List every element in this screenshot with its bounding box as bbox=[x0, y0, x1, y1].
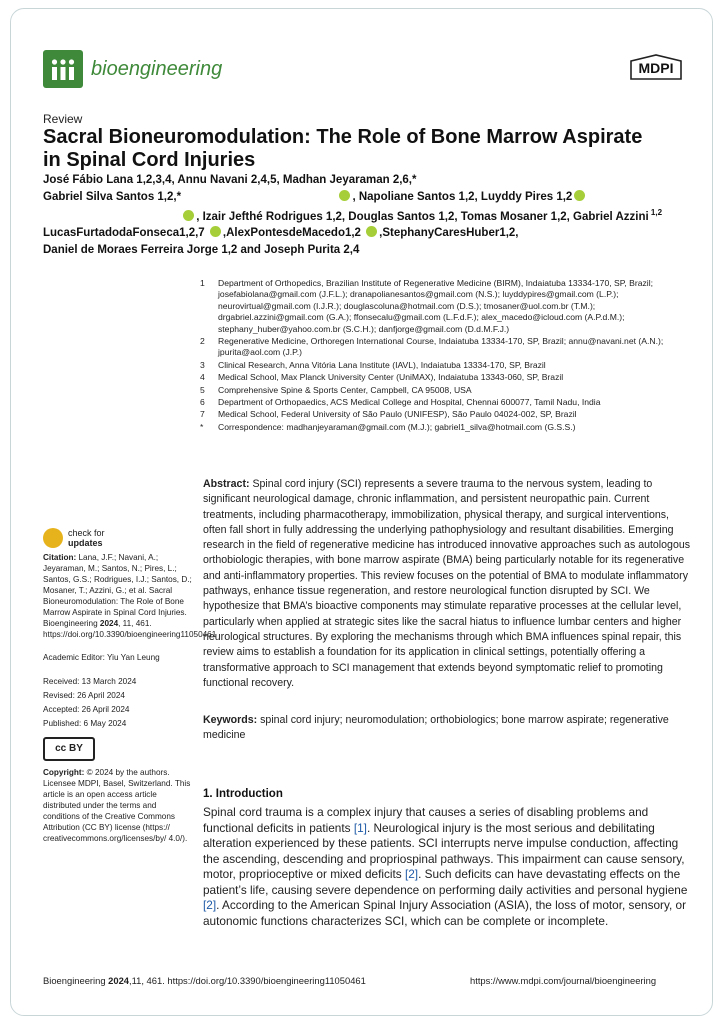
abstract-label: Abstract: bbox=[203, 478, 250, 490]
affiliation-number: 2 bbox=[200, 336, 205, 347]
orcid-icon[interactable] bbox=[210, 226, 221, 237]
section-heading: 1. Introduction bbox=[203, 788, 283, 800]
affiliation-item bbox=[200, 278, 700, 335]
revised-date: Revised: 26 April 2024 bbox=[43, 691, 125, 700]
author-text: LucasFurtadodaFonseca1,2,7 bbox=[43, 227, 205, 240]
introduction-paragraph bbox=[203, 805, 693, 929]
affiliation-number: 7 bbox=[200, 409, 205, 420]
affiliation-text: Department of Orthopedics, Brazilian Institute of Regenerative Medicine (BIRM), Indaiatuba 13334-170, SP, Brazil; josefabiolana@gmail.com (J.F.L.); dranapolianesantos@gmail.com (N.S.); luyddypires@gmail.com (L.P.); neurovirtual@gmail.com (I.J.R.); douglascoluna@hotmail.com (D.S.); tmosaner@uol.com.br (T.M.); drgabriel.azzini@gmail.com (G.A.); ffonsecalu@gmail.com (L.F.d.F.); alex_macedo@icloud.com (A.P.d.M.); stephany_huber@yahoo.com.br (S.C.H.); danfjorge@gmail.com (D.d.M.F.J.) bbox=[218, 278, 654, 334]
article-sidebar bbox=[43, 528, 217, 844]
abstract bbox=[203, 477, 691, 691]
title-line-2: in Spinal Cord Injuries bbox=[43, 149, 256, 171]
affiliation-text: Medical School, Max Planck University Center (UniMAX), Indaiatuba 13343-060, SP, Brazil bbox=[218, 372, 564, 383]
published-date: Published: 6 May 2024 bbox=[43, 719, 127, 728]
affiliation-number: 4 bbox=[200, 372, 205, 383]
footer-journal: Bioengineering bbox=[43, 975, 109, 986]
accepted-date: Accepted: 26 April 2024 bbox=[43, 705, 130, 714]
keywords bbox=[203, 713, 691, 743]
reference-link[interactable]: [1] bbox=[353, 820, 367, 835]
citation-label: Citation: bbox=[43, 553, 77, 562]
reference-link[interactable]: [2] bbox=[404, 867, 419, 881]
keywords-text: spinal cord injury; neuromodulation; orthobiologics; bone marrow aspirate; regenerative medicine bbox=[203, 714, 669, 741]
author-text: 1,2 bbox=[648, 208, 663, 217]
footer-doi[interactable]: ,11, 461. https://doi.org/10.3390/bioengineering11050461 bbox=[129, 975, 366, 986]
footer-url[interactable]: https://www.mdpi.com/journal/bioengineering bbox=[470, 975, 657, 986]
affiliation-item bbox=[200, 336, 700, 359]
affiliation-number: 1 bbox=[200, 278, 205, 288]
check-updates-line2: updates bbox=[68, 538, 103, 548]
publisher-name[interactable]: MDPI bbox=[638, 60, 674, 76]
affiliation-item bbox=[200, 409, 700, 420]
affiliation-text: Regenerative Medicine, Orthoregen International Course, Indaiatuba 13334-170, SP, Brazil; annu@navani.net (A.N.); jpurita@aol.com (J.P.) bbox=[218, 336, 664, 358]
author-text: Gabriel Silva Santos 1,2,* bbox=[43, 190, 182, 203]
affiliation-item bbox=[200, 372, 700, 383]
affiliation-text: Correspondence: madhanjeyaraman@gmail.com (M.J.); gabriel1_silva@hotmail.com (G.S.S.) bbox=[218, 421, 576, 432]
copyright-text: © 2024 by the authors. Licensee MDPI, Basel, Switzerland. This article is an open access article distributed under the terms and conditions of the Creative Commons Attribution (CC BY) license (https:// creativecommons.org/licenses/by/ 4.0/). bbox=[43, 768, 191, 843]
cc-license-icon[interactable]: cc BY bbox=[43, 737, 95, 761]
keywords-label: Keywords: bbox=[203, 714, 258, 726]
reference-link[interactable]: [2] bbox=[203, 898, 217, 912]
citation-year: 2024 bbox=[99, 619, 119, 628]
citation bbox=[43, 552, 217, 640]
footer-year: 2024 bbox=[108, 975, 130, 986]
affiliation-item bbox=[200, 422, 700, 433]
author-line bbox=[43, 205, 693, 225]
copyright-label: Copyright: bbox=[43, 768, 85, 777]
title-line-1: Sacral Bioneuromodulation: The Role of Bone Marrow Aspirate bbox=[43, 126, 643, 148]
citation-text: Lana, J.F.; Navani, A.; Jeyaraman, M.; Santos, N.; Pires, L.; Santos, G.S.; Rodrigues, I.J.; Santos, D.; Mosaner, T.; Azzini, G.; et al. Sacral Bioneuromodulation: The Role of Bone Marrow Aspirate in Spinal Cord Injuries. Bioengineering bbox=[43, 553, 192, 628]
article-type: Review bbox=[43, 112, 83, 126]
intro-text: . Neurological injury is the most serious and debilitating alteration experienced by these patients. SCI interrupts nerve impulse conduction, affecting the ascending, descending and propriospinal pathways. This impairment can cause sensory, motor, proprioceptive or mixed deficits bbox=[203, 820, 685, 881]
orcid-icon[interactable] bbox=[339, 190, 350, 201]
affiliation-text: Medical School, Federal University of São Paulo (UNIFESP), São Paulo 04024-002, SP, Brazil bbox=[218, 409, 577, 420]
journal-name[interactable]: bioengineering bbox=[91, 58, 223, 80]
citation-text[interactable]: , 11, 461. https://doi.org/10.3390/bioengineering11050461 bbox=[43, 619, 217, 639]
affiliation-text: Department of Orthopaedics, ACS Medical College and Hospital, Chennai 600077, Tamil Nadu, India bbox=[218, 397, 601, 408]
author-text: ,StephanyCaresHuber1,2, bbox=[379, 227, 519, 240]
affiliation-number: 5 bbox=[200, 384, 205, 395]
orcid-icon[interactable] bbox=[366, 226, 377, 237]
affiliation-text: Comprehensive Spine & Sports Center, Campbell, CA 95008, USA bbox=[218, 384, 472, 395]
intro-text: . Such deficits can have devastating effects on the patient’s life, causing severe dependence on performing daily activities and personal hygiene bbox=[203, 867, 688, 897]
affiliation-text: Clinical Research, Anna Vitória Lana Institute (IAVL), Indaiatuba 13334-170, SP, Brazil bbox=[218, 359, 546, 370]
article-title bbox=[43, 126, 683, 172]
intro-text: . According to the American Spinal Injury Association (ASIA), the loss of motor, sensory, or autonomic functions characterizes SCI, which can be complete or incomplete. bbox=[203, 898, 687, 928]
affiliation-number: 6 bbox=[200, 397, 205, 408]
received-date: Received: 13 March 2024 bbox=[43, 677, 137, 686]
author-list bbox=[43, 172, 693, 258]
check-for-updates[interactable] bbox=[43, 528, 193, 548]
affiliations bbox=[200, 278, 700, 434]
author-line: Daniel de Moraes Ferreira Jorge 1,2 and Joseph Purita 2,4 bbox=[43, 243, 360, 256]
footer-citation bbox=[43, 975, 366, 986]
author-text: ,AlexPontesdeMacedo1,2 bbox=[222, 227, 361, 240]
author-line bbox=[43, 189, 693, 206]
intro-text: Spinal cord trauma is a complex injury that causes a series of disabling problems and functional deficits in patients bbox=[203, 805, 649, 835]
author-line: José Fábio Lana 1,2,3,4, Annu Navani 2,4,5, Madhan Jeyaraman 2,6,* bbox=[43, 174, 417, 186]
author-line bbox=[43, 225, 693, 242]
orcid-icon[interactable] bbox=[183, 210, 194, 221]
affiliation-number: 3 bbox=[200, 359, 205, 370]
orcid-icon[interactable] bbox=[574, 190, 585, 201]
affiliation-number: * bbox=[200, 421, 204, 432]
copyright bbox=[43, 767, 193, 844]
journal-logo-icon bbox=[43, 50, 83, 88]
affiliation-item bbox=[200, 360, 700, 371]
academic-editor: Academic Editor: Yiu Yan Leung bbox=[43, 653, 160, 662]
author-text: , Izair Jefthé Rodrigues 1,2, Douglas Santos 1,2, Tomas Mosaner 1,2, Gabriel Azzini bbox=[196, 210, 649, 223]
affiliation-item bbox=[200, 397, 700, 408]
affiliation-item bbox=[200, 385, 700, 396]
check-updates-icon bbox=[43, 528, 63, 548]
abstract-text: Spinal cord injury (SCI) represents a severe trauma to the nervous system, leading to significant neurological damage, chronic inflammation, and persistent neuropathic pain. Current treatments, including pharmacotherapy, immobilization, physical therapy, and surgical interventions, often fall short in fully addressing the underlying pathophysiology and resultant disabilities. Emerging research in the field of regenerative medicine has introduced innovative approaches such as autologous orthobiologic therapies, with bone marrow aspirate (BMA) being particularly notable for its regenerative and anti-inflammatory properties. This review focuses on the potential of BMA to modulate inflammatory pathways, enhance tissue regeneration, and restore neurological function disrupted by SCI. We hypothesize that BMA’s bioactive components may stimulate reparative processes at the cellular level, particularly when applied at strategic sites like the sacral hiatus to influence lumbar centers and higher neurological structures. By exploring the mechanisms through which BMA influences spinal repair, this review aims to establish a foundation for its application in clinical settings, potentially offering a transformative approach to SCI management that extends beyond symptomatic relief to promoting functional recovery. bbox=[203, 478, 691, 689]
check-updates-line1: check for bbox=[68, 528, 105, 538]
author-text: , Napoliane Santos 1,2, Luyddy Pires 1,2 bbox=[352, 190, 573, 203]
